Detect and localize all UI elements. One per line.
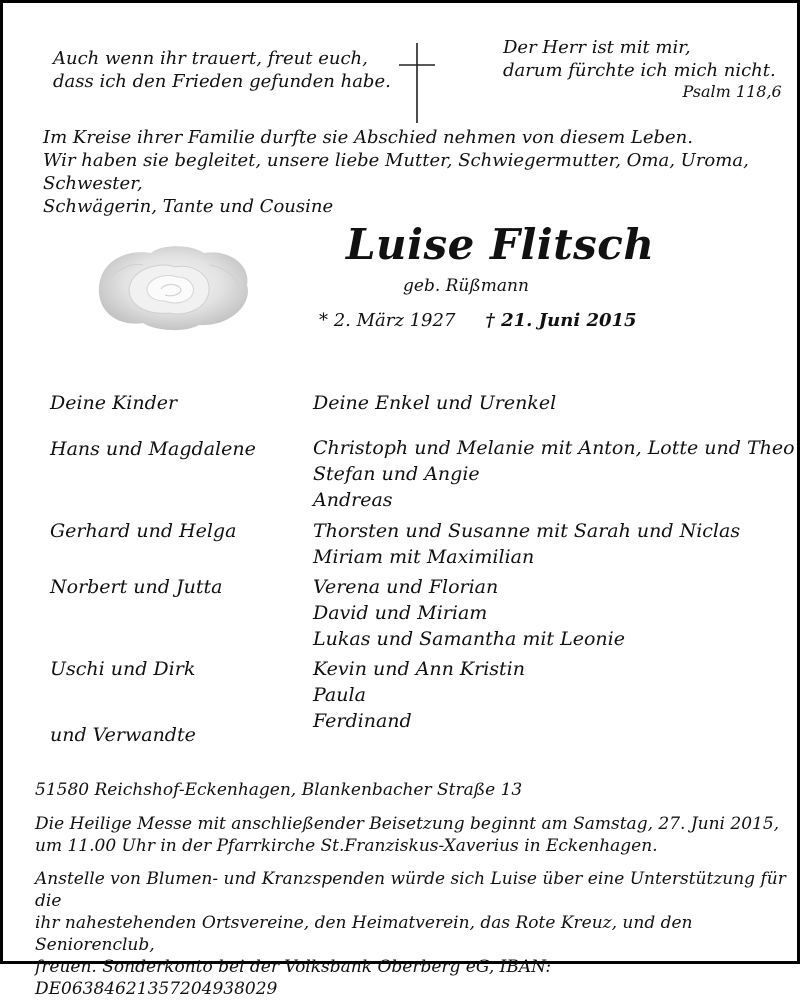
grandchild-line: Lukas und Samantha mit Leonie <box>313 628 625 650</box>
birth-date: * 2. März 1927 <box>319 310 456 331</box>
grandchild-line: David und Miriam <box>313 602 488 624</box>
intro-line: Schwägerin, Tante und Cousine <box>43 196 334 217</box>
quote-right-line: darum fürchte ich mich nicht. <box>503 60 776 81</box>
quote-right <box>503 36 782 102</box>
service-line: Die Heilige Messe mit anschließender Beisetzung beginnt am Samstag, 27. Juni 2015, <box>35 814 780 834</box>
quote-left <box>53 47 391 93</box>
intro-line: Im Kreise ihrer Familie durfte sie Abschied nehmen von diesem Leben. <box>43 127 693 148</box>
donation-line: ihr nahestehenden Ortsvereine, den Heimatverein, das Rote Kreuz, und den Seniorenclub, <box>35 913 693 955</box>
grandchild-line: Paula <box>313 684 366 706</box>
child-couple: Norbert und Jutta <box>50 576 223 598</box>
quote-left-line: Auch wenn ihr trauert, freut euch, <box>53 48 368 69</box>
quote-right-line: Der Herr ist mit mir, <box>503 37 691 58</box>
child-couple: Hans und Magdalene <box>50 438 256 460</box>
psalm-reference: Psalm 118,6 <box>682 82 782 101</box>
grandchild-line: Christoph und Melanie mit Anton, Lotte und Theo <box>313 437 795 459</box>
grandchild-line: Thorsten und Susanne mit Sarah und Niclas <box>313 520 741 542</box>
children-heading: Deine Kinder <box>50 392 178 414</box>
rose-image <box>89 239 259 333</box>
grandchild-line: Kevin und Ann Kristin <box>313 658 525 680</box>
child-couple: Uschi und Dirk <box>50 658 196 680</box>
grandchildren-group <box>313 574 625 652</box>
grandchildren-group <box>313 518 740 570</box>
grandchild-line: Ferdinand <box>313 710 412 732</box>
child-couple: Gerhard und Helga <box>50 520 237 542</box>
intro-text <box>43 126 797 218</box>
service-info <box>35 813 779 857</box>
donation-info <box>35 868 797 1000</box>
deceased-name: Luise Flitsch <box>346 220 655 269</box>
grandchild-line: Verena und Florian <box>313 576 499 598</box>
grandchild-line: Miriam mit Maximilian <box>313 546 535 568</box>
birth-name: geb. Rüßmann <box>403 276 529 296</box>
cross-icon <box>397 43 437 123</box>
grandchildren-group <box>313 435 795 513</box>
grandchildren-heading: Deine Enkel und Urenkel <box>313 392 557 414</box>
grandchild-line: Stefan und Angie <box>313 463 480 485</box>
grandchildren-group <box>313 656 525 734</box>
service-line: um 11.00 Uhr in der Pfarrkirche St.Franziskus-Xaverius in Eckenhagen. <box>35 836 658 856</box>
intro-line: Wir haben sie begleitet, unsere liebe Mutter, Schwiegermutter, Oma, Uroma, Schwester, <box>43 150 749 194</box>
life-dates <box>319 310 637 331</box>
donation-line: Anstelle von Blumen- und Kranzspenden würde sich Luise über eine Unterstützung für die <box>35 869 786 911</box>
grandchild-line: Andreas <box>313 489 393 511</box>
quote-left-line: dass ich den Frieden gefunden habe. <box>53 71 391 92</box>
death-date: † 21. Juni 2015 <box>485 310 637 331</box>
donation-line: freuen. Sonderkonto bei der Volksbank Oberberg eG, IBAN: DE06384621357204938029 <box>35 957 552 999</box>
address: 51580 Reichshof-Eckenhagen, Blankenbacher Straße 13 <box>35 780 523 800</box>
relatives: und Verwandte <box>50 724 196 746</box>
